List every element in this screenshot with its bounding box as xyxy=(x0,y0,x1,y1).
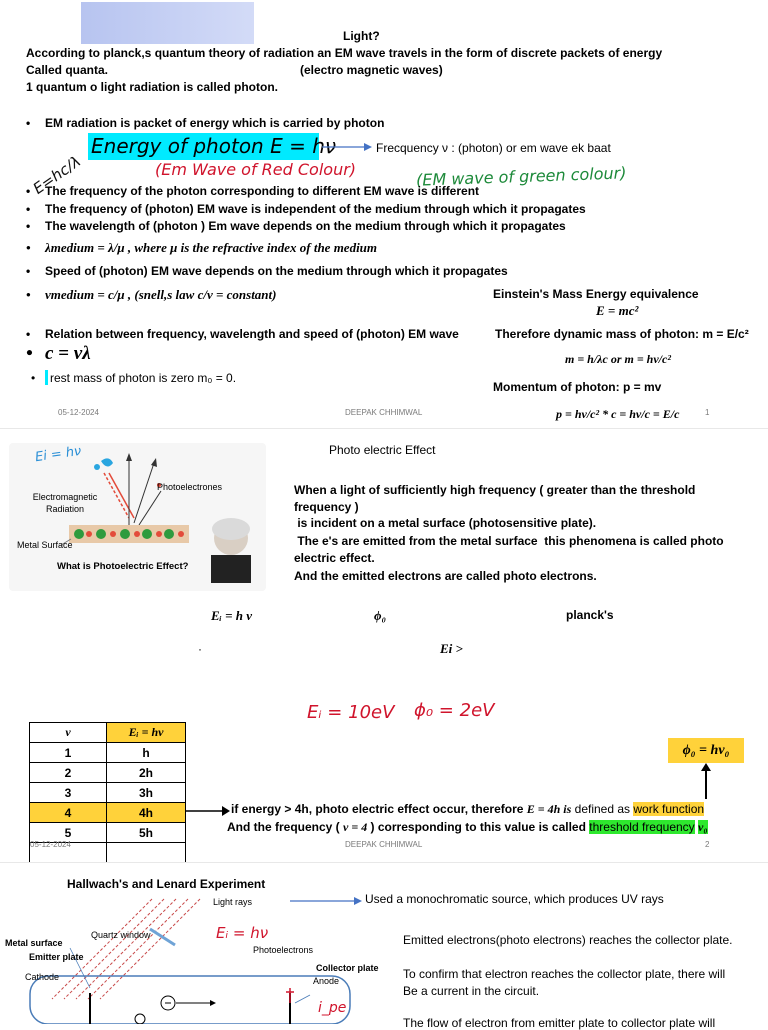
ei-gt: Ei > xyxy=(440,641,463,656)
intro-line3: 1 quantum o light radiation is called photon. xyxy=(26,80,279,94)
label-anode: Anode xyxy=(313,976,340,986)
c-formula: • c = νλ xyxy=(45,343,91,365)
table-cell xyxy=(107,843,186,863)
footer-page: 1 xyxy=(705,408,710,417)
energy-formula: Energy of photon E = hν xyxy=(91,134,337,158)
slide2-title: Photo electric Effect xyxy=(329,443,436,457)
rest-mass-cursor xyxy=(45,370,48,385)
threshold-highlight: threshold frequency xyxy=(589,820,695,834)
footer2-date: 05-12-2024 xyxy=(30,840,71,849)
paragraph-reaches: Emitted electrons(photo electrons) reaches the collector plate. xyxy=(403,933,733,947)
handwritten-green-note: (EM wave of green colour) xyxy=(415,163,627,190)
threshold-line xyxy=(227,820,708,835)
table-row xyxy=(30,743,186,763)
handwritten-red-note: (Em Wave of Red Colour) xyxy=(155,160,357,179)
table-cell: 5h xyxy=(107,823,186,843)
handwritten-left-note: E=hc/λ xyxy=(29,152,85,198)
momentum-eq: p = hν/c² * c = hν/c = E/c xyxy=(556,407,680,421)
table-arrow-icon xyxy=(186,805,230,817)
label-light-rays: Light rays xyxy=(213,897,253,907)
label-hand-current: i_pe xyxy=(318,1000,347,1016)
slide-separator xyxy=(0,862,768,863)
table-cell: 4h xyxy=(107,803,186,823)
work-function-line xyxy=(231,802,704,817)
experiment-figure xyxy=(0,893,395,1024)
paragraph-flow: The flow of electron from emitter plate to collector plate will xyxy=(403,1016,716,1030)
phi0-symbol: ϕ₀ xyxy=(374,608,387,623)
einstein-eq: E = mc² xyxy=(596,303,639,318)
mono-note: Used a monochromatic source, which produces UV rays xyxy=(365,892,664,906)
table-cell: 1 xyxy=(30,743,107,763)
arrow-icon xyxy=(322,142,372,152)
dot-mark: · xyxy=(198,642,202,656)
header-decoration xyxy=(81,2,254,44)
table-cell: 2h xyxy=(107,763,186,783)
bullet-packet: • EM radiation is packet of energy which is carried by photon xyxy=(45,116,384,130)
table-row xyxy=(30,783,186,803)
desc-line2: frequency ) xyxy=(294,500,359,514)
up-arrow-icon xyxy=(700,763,712,799)
threshold-line-eq: ν = 4 xyxy=(343,820,368,834)
desc-line3: is incident on a metal surface (photosensitive plate). xyxy=(294,516,597,530)
intro-called: Called quanta. xyxy=(26,63,109,77)
photoelectric-figure xyxy=(9,443,266,591)
figure-label-metal: Metal Surface xyxy=(17,540,73,550)
lambda-formula: • λmedium = λ/μ , where μ is the refractive index of the medium xyxy=(45,240,377,256)
frequency-note: Frecquency ν : (photon) or em wave ek baat xyxy=(376,141,611,155)
intro-paren: (electro magnetic waves) xyxy=(300,63,443,77)
threshold-line-text-a: And the frequency ( xyxy=(227,820,340,834)
desc-line5: electric effect. xyxy=(294,551,375,565)
footer-date: 05-12-2024 xyxy=(58,408,99,417)
footer2-page: 2 xyxy=(705,840,710,849)
footer-author: DEEPAK CHHIMWAL xyxy=(345,408,423,417)
paragraph-confirm-1: To confirm that electron reaches the collector plate, there will xyxy=(403,967,726,981)
hand-phi-value: ϕ₀ = 2eV xyxy=(414,700,495,721)
figure-label-photo: Photoelectrones xyxy=(157,482,223,492)
table-header-row xyxy=(30,723,186,743)
label-quartz: Quartz window xyxy=(91,930,151,940)
ei-eq: Eᵢ = h ν xyxy=(211,608,253,623)
plancks-label: planck's xyxy=(566,608,614,622)
work-line-eq: E = 4h is xyxy=(526,802,572,816)
label-cathode: Cathode xyxy=(25,972,60,982)
threshold-symbol: ν₀ xyxy=(698,820,708,834)
desc-line1: When a light of sufficiently high frequency ( greater than the threshold xyxy=(294,483,696,497)
bullet-frequency: • The frequency of the photon corresponding to different EM wave is different xyxy=(45,184,479,198)
figure-hand-ei: Ei = hν xyxy=(34,443,83,466)
label-collector: Collector plate xyxy=(316,963,379,973)
footer2-author: DEEPAK CHHIMWAL xyxy=(345,840,423,849)
hand-ei-value: Eᵢ = 10eV xyxy=(307,702,395,723)
mass-alt: m = h/λc or m = hν/c² xyxy=(565,352,671,366)
einstein-title: Einstein's Mass Energy equivalence xyxy=(493,287,699,301)
bullet-wavelength: • The wavelength of (photon ) Em wave depends on the medium through which it propagates xyxy=(45,219,566,233)
dynamic-mass: Therefore dynamic mass of photon: m = E/c² xyxy=(495,327,749,341)
slide3-title: Hallwach's and Lenard Experiment xyxy=(67,877,266,891)
label-hand-ei: Eᵢ = hν xyxy=(216,924,269,942)
table-cell: h xyxy=(107,743,186,763)
table-header-nu: ν xyxy=(30,723,107,743)
bullet-relation: • Relation between frequency, wavelength and speed of (photon) EM wave xyxy=(45,327,459,341)
desc-line6: And the emitted electrons are called photo electrons. xyxy=(294,569,597,583)
desc-line4: The e's are emitted from the metal surface this phenomena is called photo xyxy=(294,534,724,548)
threshold-line-text-b: ) corresponding to this value is called xyxy=(370,820,586,834)
work-function-box: ϕ₀ = hν₀ xyxy=(668,738,744,763)
table-cell: 4 xyxy=(30,803,107,823)
table-cell: 3 xyxy=(30,783,107,803)
table-row xyxy=(30,763,186,783)
table-cell: 2 xyxy=(30,763,107,783)
slide-separator xyxy=(0,428,768,429)
label-metal-surface: Metal surface xyxy=(5,938,63,948)
work-line-text-b: defined as xyxy=(574,802,631,816)
slide1-title: Light? xyxy=(343,29,380,43)
bullet-independent: • The frequency of (photon) EM wave is independent of the medium through which it propagates xyxy=(45,202,586,216)
table-cell: 5 xyxy=(30,823,107,843)
paragraph-confirm-2: Be a current in the circuit. xyxy=(403,984,540,998)
label-photoelectrons: Photoelectrons xyxy=(253,945,314,955)
table-cell: 3h xyxy=(107,783,186,803)
work-function-highlight: work function xyxy=(633,802,705,816)
table-header-ei: Eᵢ = hν xyxy=(107,723,186,743)
figure-label-em: Electromagnetic Radiation xyxy=(32,492,98,514)
figure-label-question: What is Photoelectric Effect? xyxy=(57,561,189,572)
rest-mass: • rest mass of photon is zero m₀ = 0. xyxy=(50,371,236,385)
label-emitter: Emitter plate xyxy=(29,952,84,962)
work-line-text-a: if energy > 4h, photo electric effect occur, therefore xyxy=(231,802,524,816)
intro-line1: According to planck,s quantum theory of radiation an EM wave travels in the form of discrete packets of energy xyxy=(26,46,663,60)
bullet-speed: • Speed of (photon) EM wave depends on the medium through which it propagates xyxy=(45,264,508,278)
v-formula: • vmedium = c/μ , (snell,s law c/v = constant) xyxy=(45,287,276,303)
table-row-highlighted xyxy=(30,803,186,823)
momentum-title: Momentum of photon: p = mv xyxy=(493,380,662,394)
